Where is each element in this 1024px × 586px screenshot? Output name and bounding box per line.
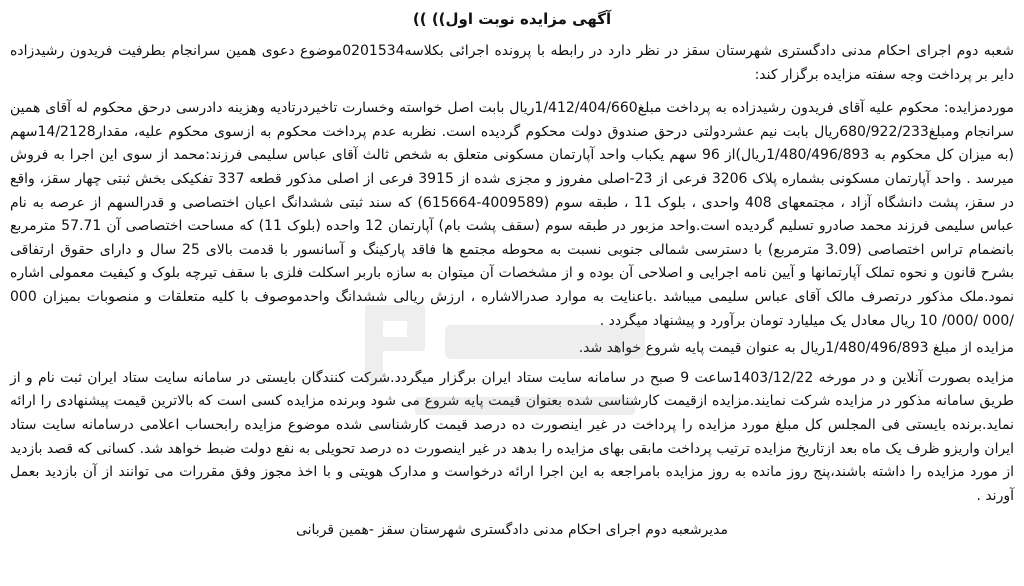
notice-intro-paragraph: شعبه دوم اجرای احکام مدنی دادگستری شهرستان سقز در نظر دارد در رابطه با پرونده اجرائی بکلاسه0201534موضوع دعوی همین سرانجام بطرفیت فریدون رشیدزاده دایر بر پرداخت وجه سفته مزایده برگزار کند: bbox=[10, 43, 1014, 83]
notice-document bbox=[10, 4, 1014, 582]
base-price-paragraph: مزایده از مبلغ 1/480/496/893ریال به عنوان قیمت پایه شروع خواهد شد. bbox=[578, 340, 1014, 357]
notice-title: آگهی مزایده نوبت اول)) )) bbox=[412, 10, 612, 28]
signature-line: مدیرشعبه دوم اجرای احکام مدنی دادگستری شهرستان سقز -همین قربانی bbox=[295, 522, 729, 539]
auction-subject-paragraph: موردمزایده: محکوم علیه آقای فریدون رشیدزاده به پرداخت مبلغ1/412/404/660ریال بابت اصل خواسته وخسارت تاخیردرتادیه وهزینه دادرسی درحق محکوم له آقای همین سرانجام ومبلغ680/922/233ریال بابت نیم عشردولتی درحق صندوق دولت محکوم گردیده است. نظربه عدم پرداخت محکوم به ازسوی محکوم علیه، مقدار14/2128سهم (به میزان کل محکوم به 1/480/496/893ریال)از 96 سهم یکباب واحد آپارتمان مسکونی متعلق به شخص ثالث آقای عباس سلیمی فرزند:محمد از سوی این اجرا به فروش میرسد . واحد آپارتمان مسکونی بشماره پلاک 3206 فرعی از 23-اصلی مفروز و مجزی شده از 3915 فرعی از اصلی مذکور قطعه 337 تفکیکی بخش ثبتی چهار سقز، واقع در سقز، پشت دانشگاه آزاد ، مجتمعهای 408 واحدی ، بلوک 11 ، طبقه سوم (4009589-615664) که سند ثبتی ششدانگ اعیان اختصاصی و قدرالسهم از عرصه به نام عباس سلیمی فرزند محمد صادرو تسلیم گردیده است.واحد مزبور در طبقه سوم (سقف پشت بام) آپارتمان 12 واحده (بلوک 11) که مساحت اختصاصی آن 57.71 مترمربع بانضمام تراس اختصاصی (3.09 مترمربع) با دسترسی شمالی جنوبی نسبت به محوطه مجتمع ها فاقد پارکینگ و آسانسور با قدمت بالای 25 سال و دارای حقوق ارتفاقی بشرح قانون و نحوه تملک آپارتمانها و آیین نامه اجرایی و اصلاحی آن بوده و از مشخصات آن میتوان به سازه باربر اسکلت فلزی با سقف تیرچه بلوک و کیفیت معمولی اشاره نمود.ملک مذکور درتصرف مالک آقای عباس سلیمی میباشد .باعنایت به موارد صدرالاشاره ، ارزش ریالی ششدانگ واحدموصوف با کلیه متعلقات و منصوبات بمیزان 000 /000 /000/ 10 ریال معادل یک میلیارد تومان برآورد و پیشنهاد میگردد . bbox=[10, 100, 1015, 329]
auction-terms-paragraph: مزایده بصورت آنلاین و در مورخه 1403/12/22ساعت 9 صبح در سامانه سایت ستاد ایران برگزار میگردد.شرکت کنندگان بایستی در سامانه سایت ستاد ایران ثبت نام و از طریق سامانه مذکور در مزایده شرکت نمایند.مزایده ازقیمت کارشناسی شده بعنوان قیمت پایه شروع می شود وبرنده مزایده کسی است که بالاترین قیمت پیشنهادی را ارائه نماید.برنده بایستی فی المجلس کل مبلغ مورد مزایده را پرداخت در غیر اینصورت ده درصد قیمت کارشناسی شده موضوع مزایده رابحساب اعلامی درسامانه سایت ستاد ایران واریزو ظرف یک ماه بعد ازتاریخ مزایده ترتیب پرداخت مابقی بهای مزایده را بدهد در غیر اینصورت ده درصد تحویلی به نفع دولت ضبط خواهد شد. کسانی که قصد بازدید از مورد مزایده را داشته باشند،پنج روز مانده به روز مزایده بامراجعه به این اجرا ارائه درخواست و مدارک هویتی و با اخذ مجوز وفق مقررات می توانند از آن بازدید بعمل آورند . bbox=[10, 369, 1014, 504]
